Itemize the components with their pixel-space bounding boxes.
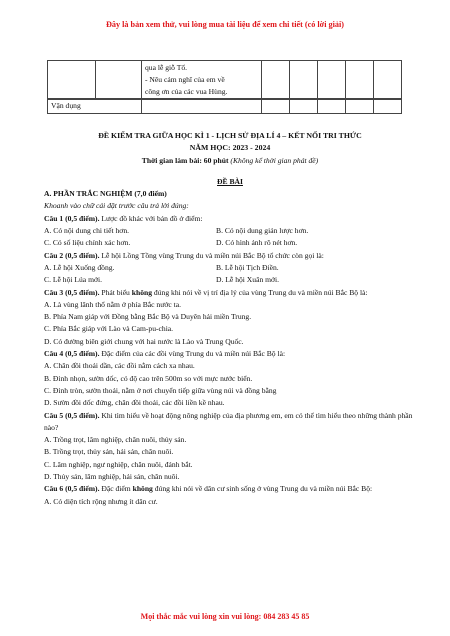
question-number: Câu 4 (0,5 điểm). bbox=[44, 349, 100, 359]
option: B. Có nội dung giản lược hơn. bbox=[216, 226, 309, 236]
exam-year: NĂM HỌC: 2023 - 2024 bbox=[189, 143, 271, 153]
question-pre: Phát biểu bbox=[99, 287, 132, 297]
contact-banner: Mọi thắc mắc vui lòng xin vui lòng: 084 283 45 85 bbox=[140, 612, 310, 621]
question-text: Lược đồ khác với bản đồ ở điểm: bbox=[99, 213, 203, 223]
table-cell bbox=[290, 61, 318, 100]
rubric-row-label: Vận dụng bbox=[48, 99, 142, 114]
table-cell bbox=[262, 99, 290, 114]
rubric-table bbox=[47, 60, 402, 100]
rubric-line: công ơn của các vua Hùng. bbox=[145, 87, 228, 96]
table-cell bbox=[96, 61, 142, 100]
option: B. Lễ hội Tịch Điền. bbox=[216, 262, 279, 272]
options-row bbox=[44, 237, 416, 249]
option: D. Có đường biên giới chung với hai nước là Lào và Trung Quốc. bbox=[44, 336, 244, 346]
question-text: đúng khi nói về vị trí địa lý của vùng Trung du và miền núi Bắc Bộ là: bbox=[152, 287, 368, 297]
instruction: Khoanh vào chữ cái đặt trước câu trả lời đúng: bbox=[44, 201, 189, 211]
question-text: Lễ hội Lồng Tồng vùng Trung du và miền núi Bắc Bộ tổ chức còn gọi là: bbox=[99, 250, 324, 260]
exam-title: ĐỀ KIỂM TRA GIỮA HỌC KÌ 1 - LỊCH SỬ ĐỊA LÍ 4 – KẾT NỐI TRI THỨC bbox=[98, 131, 362, 140]
question-3 bbox=[44, 287, 416, 299]
time-label: Thời gian làm bài: 60 phút bbox=[141, 155, 229, 165]
table-cell bbox=[290, 99, 318, 114]
option: D. Thủy sản, lâm nghiệp, hải sản, chăn nuôi. bbox=[44, 472, 180, 482]
option: A. Có nội dung chi tiết hơn. bbox=[44, 226, 130, 236]
option: A. Lễ hội Xuống đồng. bbox=[44, 262, 115, 272]
table-row bbox=[48, 61, 402, 100]
question-4 bbox=[44, 348, 416, 360]
question-6 bbox=[44, 483, 416, 495]
table-cell bbox=[262, 61, 290, 100]
question-number: Câu 2 (0,5 điểm). bbox=[44, 250, 100, 260]
options-row bbox=[44, 274, 416, 286]
table-cell bbox=[48, 61, 96, 100]
rubric-line: - Nêu cảm nghĩ của em về bbox=[145, 75, 225, 84]
option: B. Đỉnh nhọn, sườn dốc, có độ cao trên 500m so với mực nước biển. bbox=[44, 373, 253, 383]
exam-time bbox=[44, 155, 416, 167]
question-emphasis: không bbox=[132, 484, 153, 494]
rubric-line: qua lễ giỗ Tổ. bbox=[145, 63, 188, 72]
options-row bbox=[44, 225, 416, 237]
table-row bbox=[48, 99, 402, 114]
option: A. Chân đồi thoải dần, các đồi nằm cách xa nhau. bbox=[44, 361, 195, 371]
question-emphasis: không bbox=[131, 287, 153, 297]
rubric-table-row2 bbox=[47, 98, 402, 114]
table-cell bbox=[346, 99, 374, 114]
table-cell bbox=[318, 61, 346, 100]
de-bai-heading: ĐỀ BÀI bbox=[217, 176, 243, 186]
option: D. Có hình ảnh rõ nét hơn. bbox=[216, 238, 298, 248]
question-1 bbox=[44, 213, 416, 225]
option: A. Trồng trọt, lâm nghiệp, chăn nuôi, thủy sản. bbox=[44, 435, 187, 445]
options-row bbox=[44, 262, 416, 274]
question-number: Câu 1 (0,5 điểm). bbox=[44, 213, 100, 223]
option: C. Lễ hội Lúa mới. bbox=[44, 275, 103, 285]
option: A. Có diện tích rộng nhưng ít dân cư. bbox=[44, 496, 158, 506]
section-a-heading: A. PHẦN TRẮC NGHIỆM (7,0 điểm) bbox=[44, 189, 167, 199]
question-pre: Đặc điểm bbox=[99, 484, 133, 494]
table-cell bbox=[374, 99, 402, 114]
table-cell bbox=[374, 61, 402, 100]
option: D. Lễ hội Xuân mới. bbox=[216, 275, 280, 285]
table-cell bbox=[318, 99, 346, 114]
option: C. Lâm nghiệp, ngư nghiệp, chăn nuôi, đánh bắt. bbox=[44, 459, 193, 469]
preview-banner: Đây là bản xem thử, vui lòng mua tài liệu để xem chi tiết (có lời giải) bbox=[105, 20, 344, 29]
question-text: đúng khi nói về dân cư sinh sống ở vùng Trung du và miền núi Bắc Bộ: bbox=[152, 484, 373, 494]
exam-body bbox=[44, 130, 416, 508]
question-5 bbox=[44, 410, 416, 435]
option: A. Là vùng lãnh thổ nằm ở phía Bắc nước ta. bbox=[44, 299, 181, 309]
table-cell bbox=[346, 61, 374, 100]
option: C. Phía Bắc giáp với Lào và Cam-pu-chia. bbox=[44, 324, 174, 334]
option: C. Đỉnh tròn, sườn thoải, nằm ở nơi chuyển tiếp giữa vùng núi và đồng bằng bbox=[44, 385, 277, 395]
option: C. Có số liệu chính xác hơn. bbox=[44, 238, 131, 248]
question-2 bbox=[44, 250, 416, 262]
option: B. Trồng trọt, thủy sản, hải sản, chăn nuôi. bbox=[44, 447, 174, 457]
option: B. Phía Nam giáp với Đồng bằng Bắc Bộ và Duyên hải miền Trung. bbox=[44, 312, 252, 322]
table-cell bbox=[142, 99, 262, 114]
question-number: Câu 5 (0,5 điểm). bbox=[44, 410, 100, 420]
question-text: Khi tìm hiểu về hoạt động nông nghiệp của địa phương em, em có thể tìm hiểu theo những thành phần nào? bbox=[44, 410, 413, 432]
option: D. Sườn đồi dốc đứng, chân đồi thoải, các đồi liền kề nhau. bbox=[44, 398, 225, 408]
question-number: Câu 3 (0,5 điểm). bbox=[44, 287, 100, 297]
question-number: Câu 6 (0,5 điểm). bbox=[44, 484, 100, 494]
table-cell bbox=[142, 61, 262, 100]
question-text: Đặc điểm của các đồi vùng Trung du và miền núi Bắc Bộ là: bbox=[99, 349, 286, 359]
time-note: (Không kể thời gian phát đề) bbox=[230, 155, 319, 165]
